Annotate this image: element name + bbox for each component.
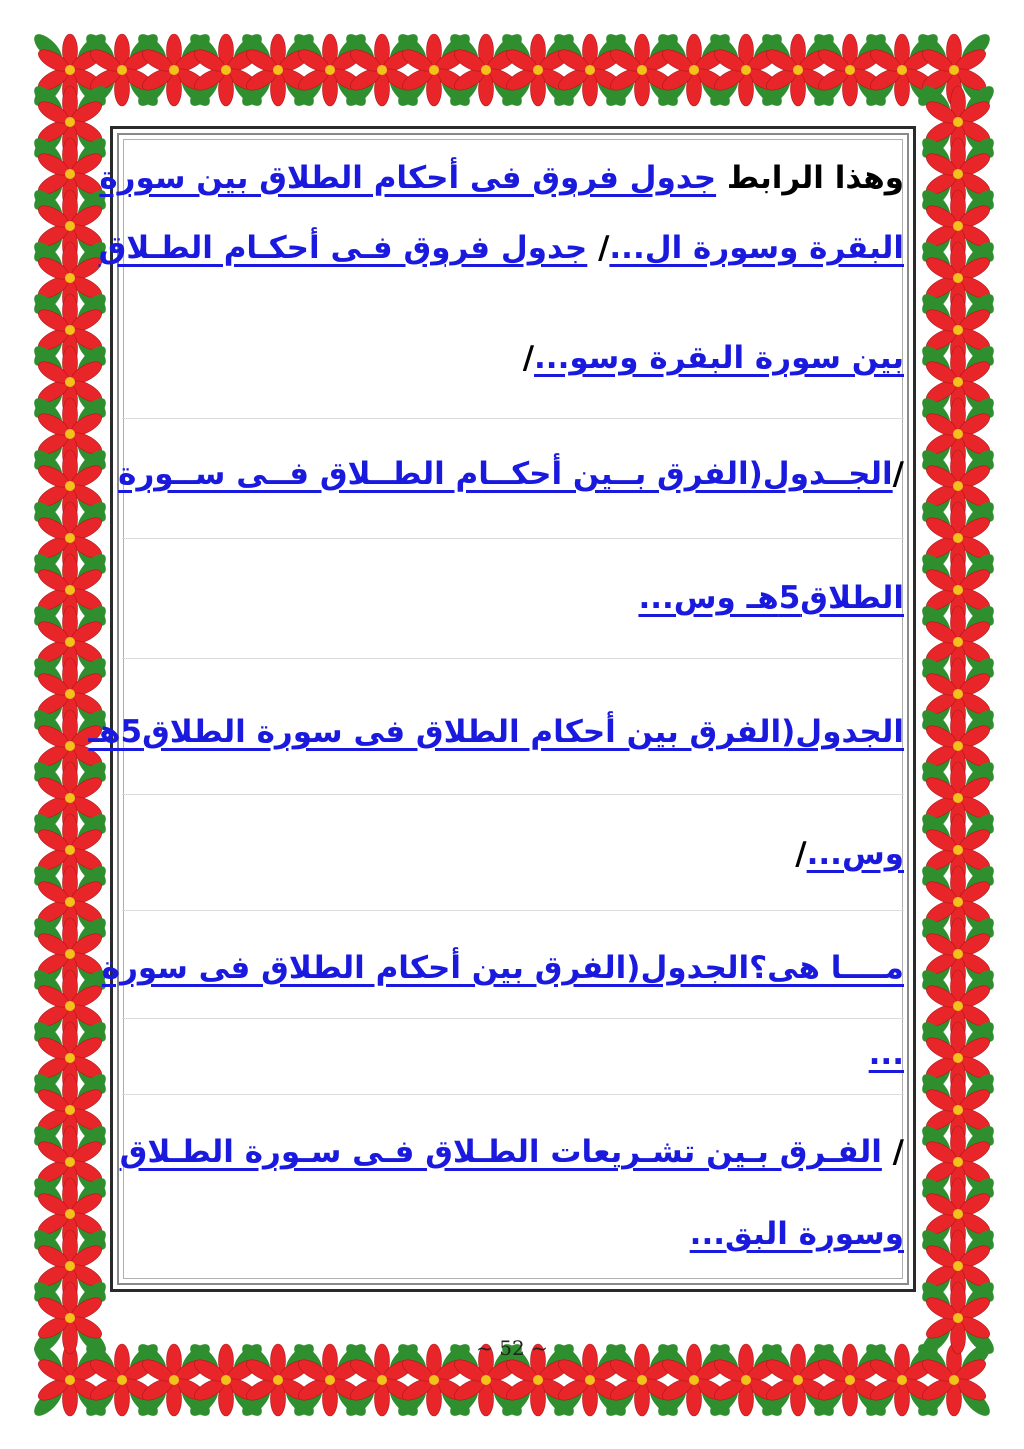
link-jadwal-farq[interactable]: الجــدول(الفرق بــين أحكــام الطــلاق فــى ســورة (118, 456, 893, 492)
text-line-4 (118, 446, 904, 506)
link-jadwal-talaq-surah[interactable]: الجدول(الفرق بين أحكام الطلاق فى سورة الطلاق5هـ (88, 714, 904, 750)
link-baqara-talaq[interactable]: البقرة وسورة ال... (609, 230, 904, 266)
text-line-11 (122, 1206, 904, 1266)
row-divider (122, 1094, 904, 1095)
text-line-10 (119, 1124, 904, 1184)
text-line-3 (122, 330, 904, 390)
row-divider (122, 658, 904, 659)
link-table-differences[interactable]: جدول فروق فى أحكام الطلاق بين سورة (99, 160, 717, 196)
link-ma-hiya-jadwal[interactable]: مــــا هى؟الجدول(الفرق بين أحكام الطلاق فى سورة (101, 950, 904, 986)
slash-separator: / (587, 230, 610, 266)
link-table-talaq-rulings[interactable]: جدول فروق فـى أحكـام الطـلاق (98, 230, 588, 266)
row-divider (122, 538, 904, 539)
slash-separator: / (881, 1134, 904, 1170)
row-divider (122, 1018, 904, 1019)
link-wa-s[interactable]: وس... (806, 836, 904, 872)
text-line-8 (101, 940, 904, 1000)
link-talaq-5h[interactable]: الطلاق5هـ وس... (638, 580, 904, 616)
text-line-2 (98, 220, 904, 280)
slash-separator: / (795, 836, 807, 872)
text-line-5 (122, 570, 904, 630)
text-line-9 (122, 1026, 904, 1086)
row-divider (122, 794, 904, 795)
row-divider (122, 910, 904, 911)
link-ellipsis[interactable]: ... (868, 1036, 904, 1072)
text-line-7 (122, 826, 904, 886)
intro-text: وهذا الرابط (716, 160, 904, 196)
text-line-1 (99, 150, 904, 210)
row-divider (122, 418, 904, 419)
link-surat-baq[interactable]: وسورة البق... (689, 1216, 904, 1252)
link-farq-tashriaat[interactable]: الفـرق بـين تشـريعات الطـلاق فـى سـورة الطـلاق (119, 1134, 882, 1170)
link-between-baqara[interactable]: بين سورة البقرة وسو... (534, 340, 904, 376)
slash-separator: / (522, 340, 535, 376)
text-line-6 (88, 704, 904, 764)
page-number: ~ 52 ~ (476, 1336, 548, 1360)
slash-separator: / (892, 456, 904, 492)
